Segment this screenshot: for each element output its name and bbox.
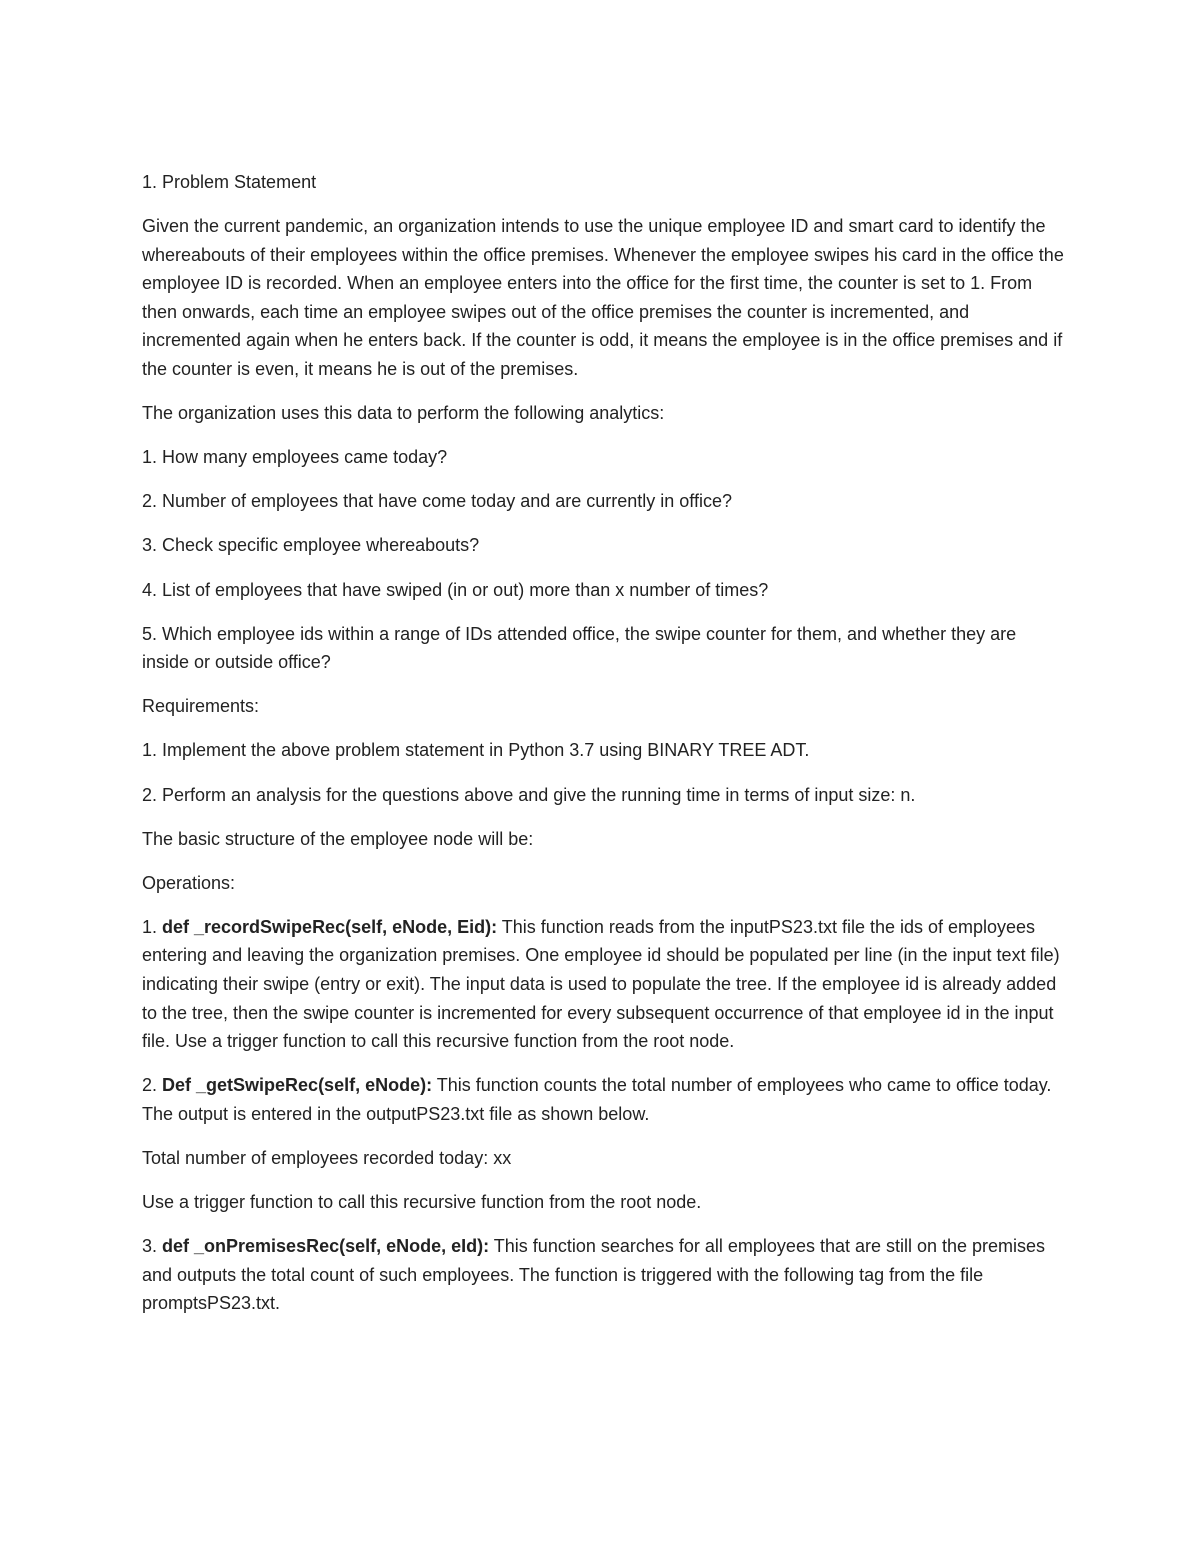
operation-number: 1. bbox=[142, 916, 163, 937]
operation-item bbox=[142, 913, 1067, 1056]
operation-description: This function counts the total number of employees who came to office today. The output is entered in the outputPS23.txt file as shown below. bbox=[142, 1075, 1052, 1124]
operation-number: 2. bbox=[142, 1075, 163, 1096]
section-heading: 1. Problem Statement bbox=[142, 172, 317, 192]
question-item: 5. Which employee ids within a range of IDs attended office, the swipe counter for them, and whether they are inside or outside office? bbox=[142, 623, 1017, 673]
operation-signature: def _recordSwipeRec(self, eNode, Eid): bbox=[162, 916, 498, 937]
question-item: 4. List of employees that have swiped (in or out) more than x number of times? bbox=[142, 579, 769, 600]
operation-number: 3. bbox=[142, 1236, 163, 1257]
intro-paragraph: Given the current pandemic, an organization intends to use the unique employee ID and smart card to identify the whereabouts of their employees within the office premises. Whenever the employee swipes his card in the office the employee ID is recorded. When an employee enters into the office for the first time, the counter is set to 1. From then onwards, each time an employee swipes out of the office premises the counter is incremented, and incremented again when he enters back. If the counter is odd, it means the employee is in the office premises and if the counter is even, it means he is out of the premises. bbox=[142, 216, 1064, 380]
question-item: 2. Number of employees that have come today and are currently in office? bbox=[142, 491, 732, 512]
requirement-item: 1. Implement the above problem statement in Python 3.7 using BINARY TREE ADT. bbox=[142, 740, 810, 761]
operation-item bbox=[142, 1232, 1067, 1318]
operation-signature: Def _getSwipeRec(self, eNode): bbox=[162, 1075, 433, 1096]
question-item: 3. Check specific employee whereabouts? bbox=[142, 535, 480, 556]
requirement-item: 2. Perform an analysis for the questions above and give the running time in terms of input size: n. bbox=[142, 784, 916, 805]
operations-label: Operations: bbox=[142, 872, 236, 893]
output-example: Total number of employees recorded today: xx bbox=[142, 1147, 512, 1168]
question-item: 1. How many employees came today? bbox=[142, 447, 448, 468]
document-body bbox=[142, 168, 1067, 1333]
requirements-label: Requirements: bbox=[142, 696, 260, 717]
operation-description: This function searches for all employees that are still on the premises and outputs the total count of such employees. The function is triggered with the following tag from the file promptsPS23.txt. bbox=[142, 1236, 1046, 1314]
node-structure-text: The basic structure of the employee node will be: bbox=[142, 828, 534, 849]
trigger-note: Use a trigger function to call this recursive function from the root node. bbox=[142, 1192, 702, 1213]
operation-signature: def _onPremisesRec(self, eNode, eId): bbox=[162, 1236, 490, 1257]
operation-item bbox=[142, 1071, 1067, 1128]
analytics-intro: The organization uses this data to perform the following analytics: bbox=[142, 403, 665, 424]
operation-description: This function reads from the inputPS23.txt file the ids of employees entering and leaving the organization premises. One employee id should be populated per line (in the input text file) indicating their swipe (entry or exit). The input data is used to populate the tree. If the employee id is already added to the tree, then the swipe counter is incremented for every subsequent occurrence of that employee id in the input file. Use a trigger function to call this recursive function from the root node. bbox=[142, 916, 1060, 1052]
